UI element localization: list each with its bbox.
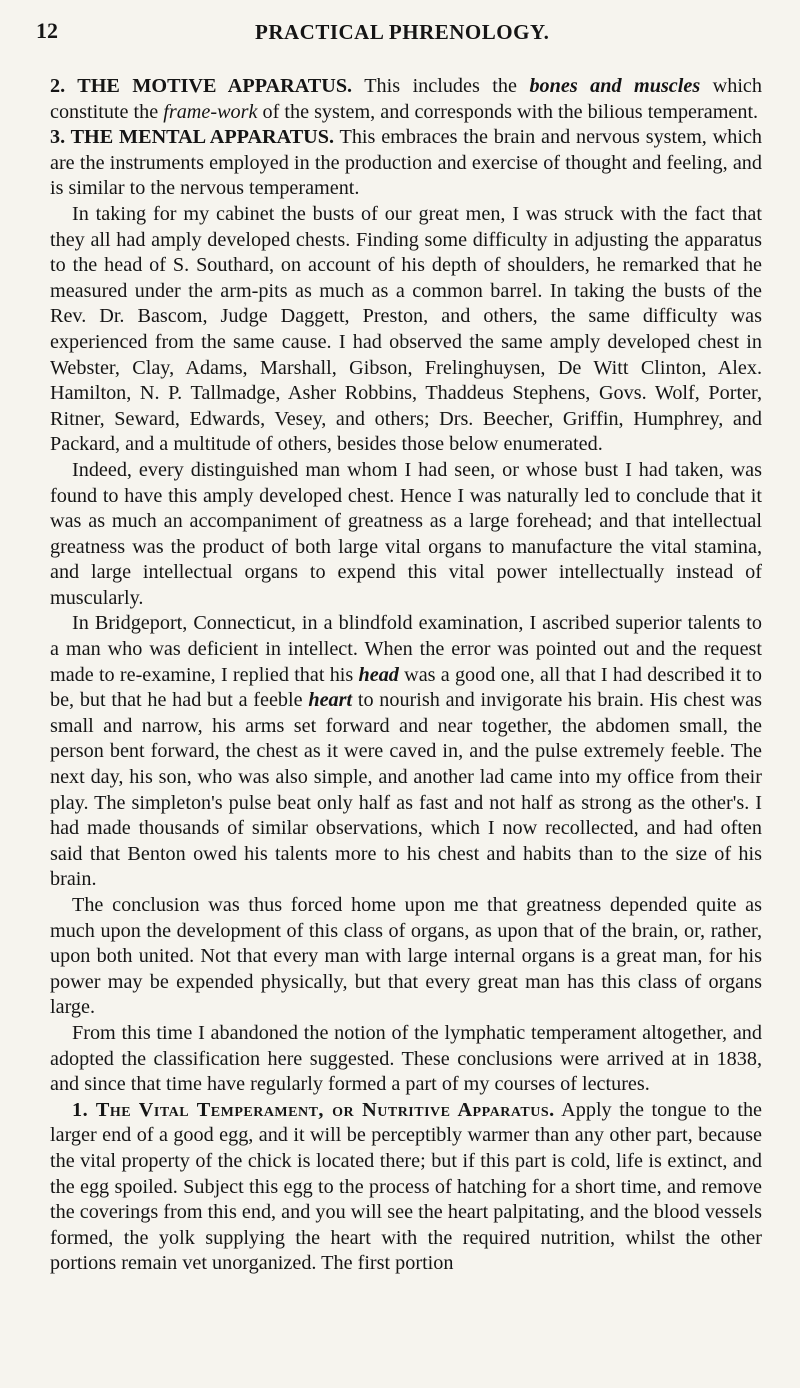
paragraph	[50, 458, 762, 612]
text-run: In taking for my cabinet the busts of our great men, I was struck with the fact that they all had amply developed chests. Finding some difficulty in adjusting the apparatus to the head of S. Southard, on account of his depth of shoulders, he remarked that he measured under the arm-pits as much as a common barrel. In taking the busts of the Rev. Dr. Bascom, Judge Daggett, Preston, and others, the same difficulty was experienced from the same cause. I had observed the same amply developed chest in Webster, Clay, Adams, Marshall, Gibson, Frelinghuysen, De Witt Clinton, Alex. Hamilton, N. P. Tallmadge, Asher Robbins, Thaddeus Stephens, Govs. Wolf, Porter, Ritner, Seward, Edwards, Vesey, and others; Drs. Beecher, Griffin, Humphrey, and Packard, and a multitude of others, besides those below enumerated.	[50, 202, 762, 456]
paragraph	[50, 202, 762, 458]
section-heading: 1. The Vital Temperament, or Nutritive Apparatus.	[72, 1098, 555, 1121]
text-run: This embraces the brain and nervous system, which are the instruments employed in the production and exercise of thought and feeling, and is similar to the nervous temperament.	[50, 126, 762, 200]
text-run: heart	[308, 689, 353, 712]
text-run: From this time I abandoned the notion of the lymphatic temperament altogether, and adopted the classification here suggested. These conclusions were arrived at in 1838, and since that time have regularly formed a part of my courses of lectures.	[50, 1021, 762, 1096]
text-run: This includes the	[352, 75, 530, 97]
text-run: head	[358, 663, 399, 686]
text-run: of the system, and corresponds with the bilious temperament.	[257, 100, 759, 123]
text-run: In Bridgeport, Connecticut, in a blindfold examination, I ascribed superior talents to a man who was deficient in intellect. When the error was pointed out and the request made to re-examine, I replied that his	[50, 612, 762, 686]
page-header	[36, 18, 762, 52]
running-head: PRACTICAL PHRENOLOGY.	[255, 20, 550, 44]
section-heading: 3. THE MENTAL APPARATUS.	[50, 126, 335, 149]
text-run: Apply the tongue to the larger end of a good egg, and it will be perceptibly warmer than any other part, because the vital property of the chick is located there; but if this part is cold, life is extinct, and the egg spoiled. Subject this egg to the process of hatching for a short time, and remove the coverings from this end, and you will see the heart palpitating, and the blood vessels formed, the yolk supplying the heart with the required nutrition, whilst the other portions remain vet unorganized. The first portion	[50, 1098, 763, 1275]
text-run: bones and muscles	[529, 75, 701, 97]
text-run: Indeed, every distinguished man whom I had seen, or whose bust I had taken, was found to have this amply developed chest. Hence I was naturally led to conclude that it was as much an accompaniment of greatness as a large forehead; and that intellectual greatness was the product of both large vital organs to manufacture the vital stamina, and large intellectual organs to expend this vital power intellectually instead of muscularly.	[50, 458, 762, 609]
paragraph	[50, 893, 762, 1021]
paragraph	[50, 1021, 762, 1098]
paragraph	[50, 1098, 762, 1277]
body-text	[50, 74, 762, 1277]
paragraph	[50, 74, 762, 125]
page-number: 12	[36, 18, 58, 43]
text-run: was a good one, all that I had described it to be, but that he had but a feeble	[50, 663, 763, 712]
text-run: The conclusion was thus forced home upon me that greatness depended quite as much upon the development of this class of organs, as upon that of the brain, or, rather, upon both united. Not that every man with large internal organs is a great man, for his power may be expended physically, but that every great man has this class of organs large.	[50, 894, 762, 1019]
text-run: frame-work	[163, 100, 258, 123]
paragraph	[50, 125, 762, 202]
text-run: which constitute the	[50, 75, 762, 123]
section-heading: 2. THE MOTIVE APPARATUS.	[50, 75, 353, 97]
text-run: to nourish and invigorate his brain. His chest was small and narrow, his arms set forward and near together, the abdomen small, the person bent forward, the chest as it were caved in, and the pulse extremely feeble. The next day, his son, who was also simple, and another lad came into my office from their play. The simpleton's pulse beat only half as fast and not half as strong as the other's. I had made thousands of similar observations, which I now recollected, and had often said that Benton owed his talents more to his chest and habits than to the size of his brain.	[50, 689, 762, 891]
paragraph	[50, 611, 762, 893]
